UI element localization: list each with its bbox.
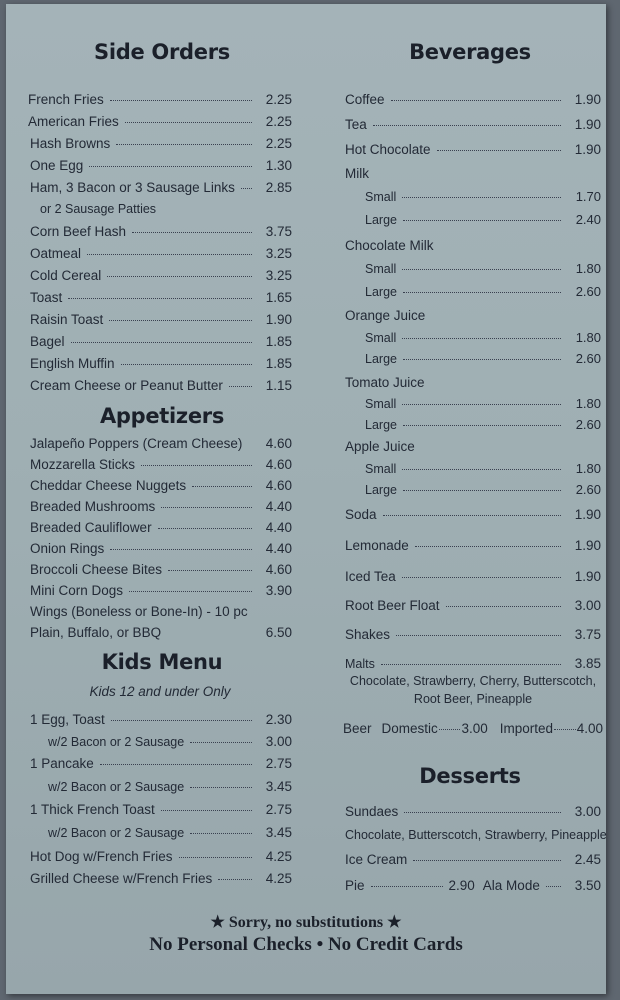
bev-tomato-juice-large: Large 2.60 — [365, 417, 601, 432]
bev-iced-tea: Iced Tea 1.90 — [345, 569, 601, 584]
bev-beer — [343, 721, 603, 736]
beer-domestic-label: Domestic — [381, 721, 438, 736]
bev-apple-juice: Apple Juice — [345, 439, 415, 454]
dessert-pie: Pie 2.90 Ala Mode 3.50 — [345, 878, 601, 893]
kids-menu-subtitle: Kids 12 and under Only — [89, 684, 231, 699]
menu-item-breaded-cauliflower: Breaded Cauliflower 4.40 — [30, 520, 292, 535]
kids-item-hot-dog: Hot Dog w/French Fries 4.25 — [30, 849, 292, 864]
kids-item-french-toast-bacon: w/2 Bacon or 2 Sausage 3.45 — [48, 825, 292, 840]
bev-tomato-juice: Tomato Juice — [345, 375, 425, 390]
beer-label: Beer — [343, 721, 372, 736]
bev-milk-large: Large 2.40 — [365, 212, 601, 227]
menu-item-mini-corn-dogs: Mini Corn Dogs 3.90 — [30, 583, 292, 598]
menu-item-one-egg: One Egg 1.30 — [30, 158, 292, 173]
beverages-title: Beverages — [409, 40, 531, 64]
kids-item-egg-toast: 1 Egg, Toast 2.30 — [30, 712, 292, 727]
bev-chocolate-milk-small: Small 1.80 — [365, 261, 601, 276]
footer-substitutions: ★ Sorry, no substitutions ★ — [210, 914, 402, 931]
bev-lemonade: Lemonade 1.90 — [345, 538, 601, 553]
menu-item-wings: Plain, Buffalo, or BBQ 6.50 — [30, 625, 292, 640]
menu-item-breaded-mushrooms: Breaded Mushrooms 4.40 — [30, 499, 292, 514]
malt-flavors-line1: Chocolate, Strawberry, Cherry, Butterscotch, — [349, 674, 597, 688]
bev-hot-chocolate: Hot Chocolate 1.90 — [345, 142, 601, 157]
kids-item-egg-bacon: w/2 Bacon or 2 Sausage 3.00 — [48, 734, 292, 749]
bev-root-beer-float: Root Beer Float 3.00 — [345, 598, 601, 613]
bev-chocolate-milk-large: Large 2.60 — [365, 284, 601, 299]
menu-item-ham-bacon-sausage: Ham, 3 Bacon or 3 Sausage Links 2.85 — [30, 180, 292, 195]
dessert-ice-cream: Ice Cream 2.45 — [345, 852, 601, 867]
bev-apple-juice-large: Large 2.60 — [365, 482, 601, 497]
wings-line1: Wings (Boneless or Bone-In) - 10 pc — [30, 604, 248, 619]
menu-item-oatmeal: Oatmeal 3.25 — [30, 246, 292, 261]
menu-item-cold-cereal: Cold Cereal 3.25 — [30, 268, 292, 283]
beer-imported-price: 4.00 — [576, 721, 603, 736]
bev-tomato-juice-small: Small 1.80 — [365, 396, 601, 411]
pie-price: 2.90 — [448, 878, 475, 893]
bev-malts: Malts 3.85 — [345, 656, 601, 671]
menu-item-hash-browns: Hash Browns 2.25 — [30, 136, 292, 151]
bev-orange-juice-small: Small 1.80 — [365, 330, 601, 345]
bev-soda: Soda 1.90 — [345, 507, 601, 522]
menu-item-mozzarella-sticks: Mozzarella Sticks 4.60 — [30, 457, 292, 472]
kids-item-pancake: 1 Pancake 2.75 — [30, 756, 292, 771]
menu-item-english-muffin: English Muffin 1.85 — [30, 356, 292, 371]
beer-domestic-price: 3.00 — [461, 721, 488, 736]
menu-item-corn-beef-hash: Corn Beef Hash 3.75 — [30, 224, 292, 239]
menu-item-raisin-toast: Raisin Toast 1.90 — [30, 312, 292, 327]
kids-menu-title: Kids Menu — [101, 650, 223, 674]
bev-chocolate-milk: Chocolate Milk — [345, 238, 434, 253]
bev-tea: Tea 1.90 — [345, 117, 601, 132]
beer-imported-label: Imported — [499, 721, 554, 736]
ham-note: or 2 Sausage Patties — [40, 202, 157, 216]
menu-item-broccoli-bites: Broccoli Cheese Bites 4.60 — [30, 562, 292, 577]
menu-item-cheddar-nuggets: Cheddar Cheese Nuggets 4.60 — [30, 478, 292, 493]
bev-milk: Milk — [345, 166, 369, 181]
ala-mode-label: Ala Mode — [482, 878, 540, 893]
bev-shakes: Shakes 3.75 — [345, 627, 601, 642]
bev-orange-juice-large: Large 2.60 — [365, 351, 601, 366]
bev-coffee: Coffee 1.90 — [345, 92, 601, 107]
footer-payment: No Personal Checks • No Credit Cards — [149, 934, 463, 955]
kids-item-french-toast: 1 Thick French Toast 2.75 — [30, 802, 292, 817]
kids-item-grilled-cheese: Grilled Cheese w/French Fries 4.25 — [30, 871, 292, 886]
dessert-sundaes: Sundaes 3.00 — [345, 804, 601, 819]
sundae-flavors: Chocolate, Butterscotch, Strawberry, Pineapple — [345, 828, 607, 842]
bev-apple-juice-small: Small 1.80 — [365, 461, 601, 476]
menu-item-onion-rings: Onion Rings 4.40 — [30, 541, 292, 556]
menu-page — [6, 4, 606, 994]
menu-item-cream-cheese: Cream Cheese or Peanut Butter 1.15 — [30, 378, 292, 393]
bev-milk-small: Small 1.70 — [365, 189, 601, 204]
bev-orange-juice: Orange Juice — [345, 308, 426, 323]
kids-item-pancake-bacon: w/2 Bacon or 2 Sausage 3.45 — [48, 779, 292, 794]
menu-item-french-fries: French Fries 2.25 — [28, 92, 292, 107]
menu-item-bagel: Bagel 1.85 — [30, 334, 292, 349]
menu-item-jalapeno-poppers: Jalapeño Poppers (Cream Cheese) 4.60 — [30, 436, 292, 451]
appetizers-title: Appetizers — [99, 404, 225, 428]
side-orders-title: Side Orders — [94, 40, 230, 64]
menu-item-american-fries: American Fries 2.25 — [28, 114, 292, 129]
menu-item-toast: Toast 1.65 — [30, 290, 292, 305]
desserts-title: Desserts — [419, 764, 521, 788]
malt-flavors-line2: Root Beer, Pineapple — [413, 692, 533, 706]
